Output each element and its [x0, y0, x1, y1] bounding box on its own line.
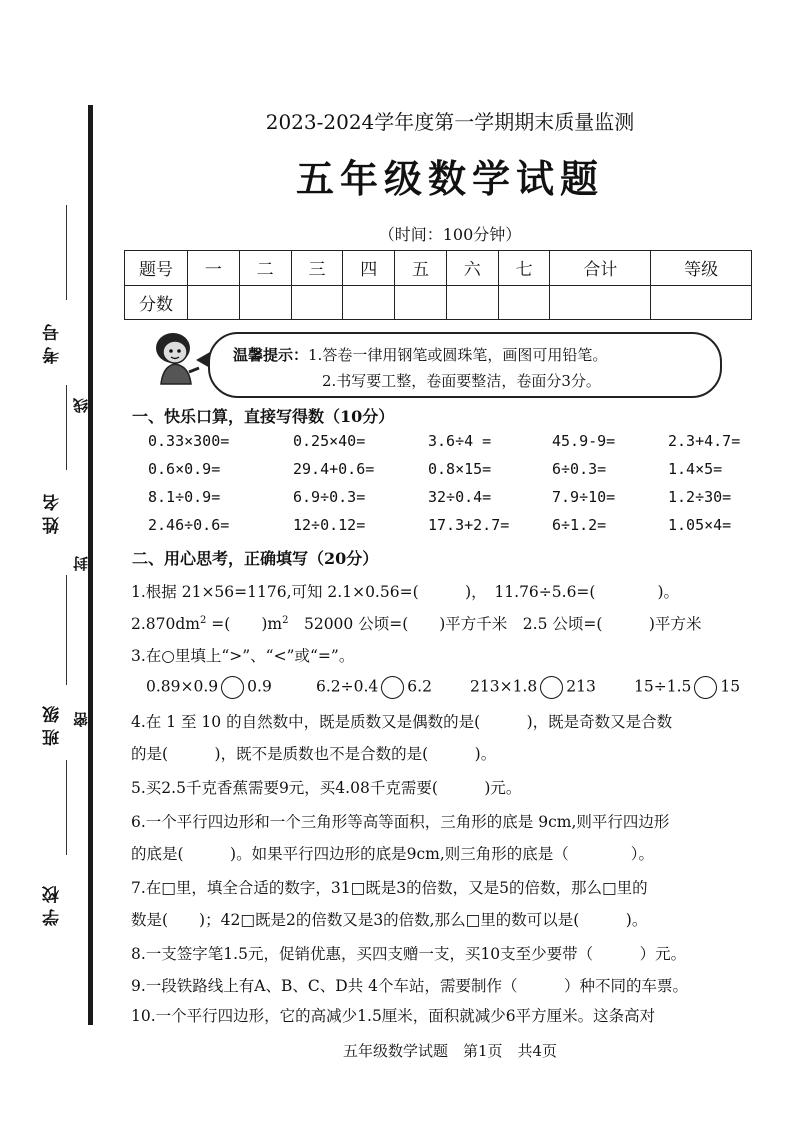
calc-item: 0.8×15= — [428, 460, 492, 478]
score-cell[interactable] — [550, 285, 651, 320]
compare-circle[interactable] — [221, 676, 244, 699]
class-fill-line — [66, 575, 67, 685]
calc-item: 3.6÷4 = — [428, 432, 492, 450]
school-fill-line — [66, 760, 67, 855]
calc-item: 1.05×4= — [668, 516, 732, 534]
compare-right: 213 — [566, 677, 596, 696]
compare-right: 6.2 — [407, 677, 432, 696]
compare-item — [146, 676, 272, 699]
superscript: 2 — [282, 614, 289, 626]
score-header-cell: 六 — [446, 251, 498, 286]
calc-item: 45.9-9= — [552, 432, 616, 450]
tip-line-2: 2.书写要工整，卷面要整洁，卷面分3分。 — [322, 372, 601, 390]
score-cell[interactable] — [395, 285, 447, 320]
question-4-line-2: 的是( )，既不是质数也不是合数的是( )。 — [131, 745, 497, 763]
question-10: 10.一个平行四边形，它的高减少1.5厘米，面积就减少6平方厘米。这条高对 — [131, 1007, 656, 1025]
question-6-line-1: 6.一个平行四边形和一个三角形等高等面积，三角形的底是 9cm,则平行四边形 — [131, 813, 670, 831]
section-1-title: 一、快乐口算，直接写得数（10分） — [132, 407, 395, 426]
compare-left: 15÷1.5 — [634, 677, 692, 696]
score-cell[interactable] — [446, 285, 498, 320]
score-header-cell: 等级 — [651, 251, 752, 286]
score-cell[interactable] — [498, 285, 550, 320]
exam-title: 五年级数学试题 — [295, 156, 604, 201]
question-7-line-2: 数是( )；42□既是2的倍数又是3的倍数,那么□里的数可以是( )。 — [131, 911, 648, 929]
calc-item: 0.33×300= — [148, 432, 230, 450]
calc-item: 7.9÷10= — [552, 488, 616, 506]
calc-item: 2.3+4.7= — [668, 432, 741, 450]
calc-item: 29.4+0.6= — [293, 460, 375, 478]
question-1: 1.根据 21×56=1176,可知 2.1×0.56=( )， 11.76÷5.6=( )。 — [131, 583, 680, 601]
score-table-header-row — [125, 251, 752, 286]
question-5: 5.买2.5千克香蕉需要9元，买4.08千克需要( )元。 — [131, 779, 522, 797]
score-table — [124, 250, 752, 320]
calc-item: 0.25×40= — [293, 432, 366, 450]
compare-right: 0.9 — [247, 677, 272, 696]
score-header-cell: 五 — [395, 251, 447, 286]
question-9: 9.一段铁路线上有A、B、C、D共 4个车站，需要制作（ ）种不同的车票。 — [131, 977, 688, 995]
compare-left: 6.2÷0.4 — [316, 677, 379, 696]
calc-item: 17.3+2.7= — [428, 516, 510, 534]
score-header-cell: 合计 — [550, 251, 651, 286]
score-header-cell: 四 — [343, 251, 395, 286]
calc-item: 2.46÷0.6= — [148, 516, 230, 534]
name-fill-line — [66, 385, 67, 470]
tip-line-1-text: 1.答卷一律用钢笔或圆珠笔，画图可用铅笔。 — [308, 346, 608, 364]
calc-item: 1.2÷30= — [668, 488, 732, 506]
binding-mark-seal: 封 — [72, 556, 90, 571]
binding-mark-secret: 密 — [72, 712, 90, 727]
score-header-cell: 二 — [239, 251, 291, 286]
score-cell[interactable] — [343, 285, 395, 320]
name-label: 姓名 — [43, 488, 63, 534]
score-cell[interactable] — [188, 285, 240, 320]
score-header-cell: 三 — [291, 251, 343, 286]
binding-mark-line: 线 — [72, 398, 90, 413]
class-label: 班级 — [43, 700, 63, 746]
calc-item: 8.1÷0.9= — [148, 488, 221, 506]
score-header-cell: 题号 — [125, 251, 188, 286]
score-header-cell: 七 — [498, 251, 550, 286]
question-8: 8.一支签字笔1.5元，促销优惠，买四支赠一支，买10支至少要带（ ）元。 — [131, 945, 687, 963]
question-2 — [131, 612, 701, 634]
score-cell[interactable] — [291, 285, 343, 320]
compare-item — [316, 676, 432, 699]
exam-subtitle: 2023-2024学年度第一学期期末质量监测 — [265, 110, 635, 134]
question-3: 3.在○里填上“>”、“<”或“=”。 — [131, 647, 355, 665]
calc-item: 12÷0.12= — [293, 516, 366, 534]
compare-left: 0.89×0.9 — [146, 677, 219, 696]
compare-item — [634, 676, 740, 699]
question-7-line-1: 7.在□里，填全合适的数字，31□既是3的倍数，又是5的倍数，那么□里的 — [131, 879, 648, 897]
exam-number-label: 考号 — [43, 318, 63, 364]
compare-left: 213×1.8 — [470, 677, 538, 696]
exam-number-fill-line — [66, 205, 67, 300]
calc-item: 6÷1.2= — [552, 516, 607, 534]
calc-item: 6÷0.3= — [552, 460, 607, 478]
question-2-part-c: 52000 公顷=( )平方千米 2.5 公顷=( )平方米 — [288, 615, 702, 633]
score-header-cell: 一 — [188, 251, 240, 286]
calc-item: 6.9÷0.3= — [293, 488, 366, 506]
score-table-score-row — [125, 285, 752, 320]
superscript: 2 — [200, 614, 207, 626]
compare-right: 15 — [720, 677, 741, 696]
score-cell[interactable] — [239, 285, 291, 320]
compare-item — [470, 676, 596, 699]
score-cell[interactable] — [651, 285, 752, 320]
question-6-line-2: 的底是( )。如果平行四边形的底是9cm,则三角形的底是（ ）。 — [131, 845, 655, 863]
question-2-part-b: =( )m — [206, 615, 283, 633]
compare-circle[interactable] — [540, 676, 563, 699]
school-label: 学校 — [43, 880, 63, 926]
compare-circle[interactable] — [381, 676, 404, 699]
tip-label: 温馨提示： — [233, 346, 309, 364]
exam-time: （时间：100分钟） — [378, 225, 522, 244]
calc-item: 0.6×0.9= — [148, 460, 221, 478]
section-2-title: 二、用心思考，正确填写（20分） — [132, 549, 379, 568]
calc-item: 1.4×5= — [668, 460, 723, 478]
compare-circle[interactable] — [694, 676, 717, 699]
score-row-label: 分数 — [125, 285, 188, 320]
page-footer: 五年级数学试题 第1页 共4页 — [342, 1042, 558, 1060]
question-4-line-1: 4.在 1 至 10 的自然数中，既是质数又是偶数的是( )，既是奇数又是合数 — [131, 713, 673, 731]
calc-item: 32÷0.4= — [428, 488, 492, 506]
tip-line-1 — [233, 344, 607, 365]
question-2-part-a: 2.870dm — [131, 615, 200, 633]
